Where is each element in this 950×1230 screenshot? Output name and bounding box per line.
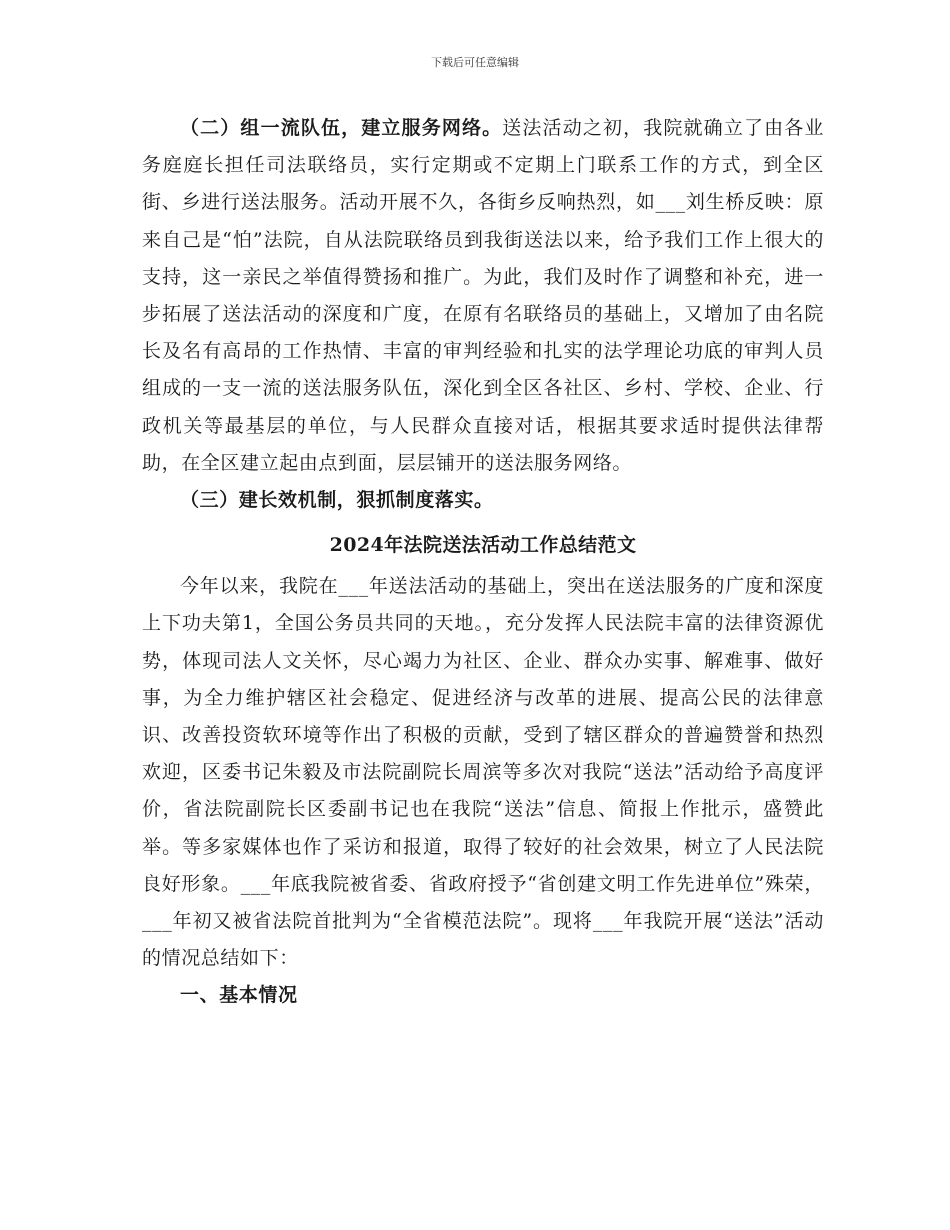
section2-body: 送法活动之初，我院就确立了由各业务庭庭长担任司法联络员，实行定期或不定期上门联系工作的方式，到全区街、乡进行送法服务。活动开展不久，各街乡反响热烈，如___刘生桥反映：原来自己是“怕”法院，自从法院联络员到我街送法以来，给予我们工作上很大的支持，这一亲民之举值得赞扬和推广。为此，我们及时作了调整和补充，进一步拓展了送法活动的深度和广度，在原有名联络员的基础上，又增加了由名院长及名有高昂的工作热情、丰富的审判经验和扎实的法学理论功底的审判人员组成的一支一流的送法服务队伍，深化到全区各社区、乡村、学校、企业、行政机关等最基层的单位，与人民群众直接对话，根据其要求适时提供法律帮助，在全区建立起由点到面，层层铺开的送法服务网络。 (142, 117, 824, 474)
document-body (142, 110, 824, 1015)
section2-paragraph (142, 110, 824, 482)
section3-heading: （三）建长效机制，狠抓制度落实。 (180, 489, 494, 512)
header-note: 下载后可任意编辑 (431, 56, 519, 69)
section1-heading: 一、基本情况 (180, 984, 298, 1007)
section2-heading: （二）组一流队伍，建立服务网络。 (180, 117, 503, 139)
intro-paragraph: 今年以来，我院在___年送法活动的基础上，突出在送法服务的广度和深度上下功夫第1，全国公务员共同的天地。，充分发挥人民法院丰富的法律资源优势，体现司法人文关怀，尽心竭力为社区、企业、群众办实事、解难事、做好事，为全力维护辖区社会稳定、促进经济与改革的进展、提高公民的法律意识、改善投资软环境等作出了积极的贡献，受到了辖区群众的普遍赞誉和热烈欢迎，区委书记朱毅及市法院副院长周滨等多次对我院“送法”活动给予高度评价，省法院副院长区委副书记也在我院“送法”信息、简报上作批示，盛赞此举。等多家媒体也作了采访和报道，取得了较好的社会效果，树立了人民法院良好形象。___年底我院被省委、省政府授予“省创建文明工作先进单位”殊荣，___年初又被省法院首批判为“全省模范法院”。现将___年我院开展“送法”活动的情况总结如下： (142, 575, 824, 970)
article-title: 2024年法院送法活动工作总结范文 (329, 534, 637, 557)
